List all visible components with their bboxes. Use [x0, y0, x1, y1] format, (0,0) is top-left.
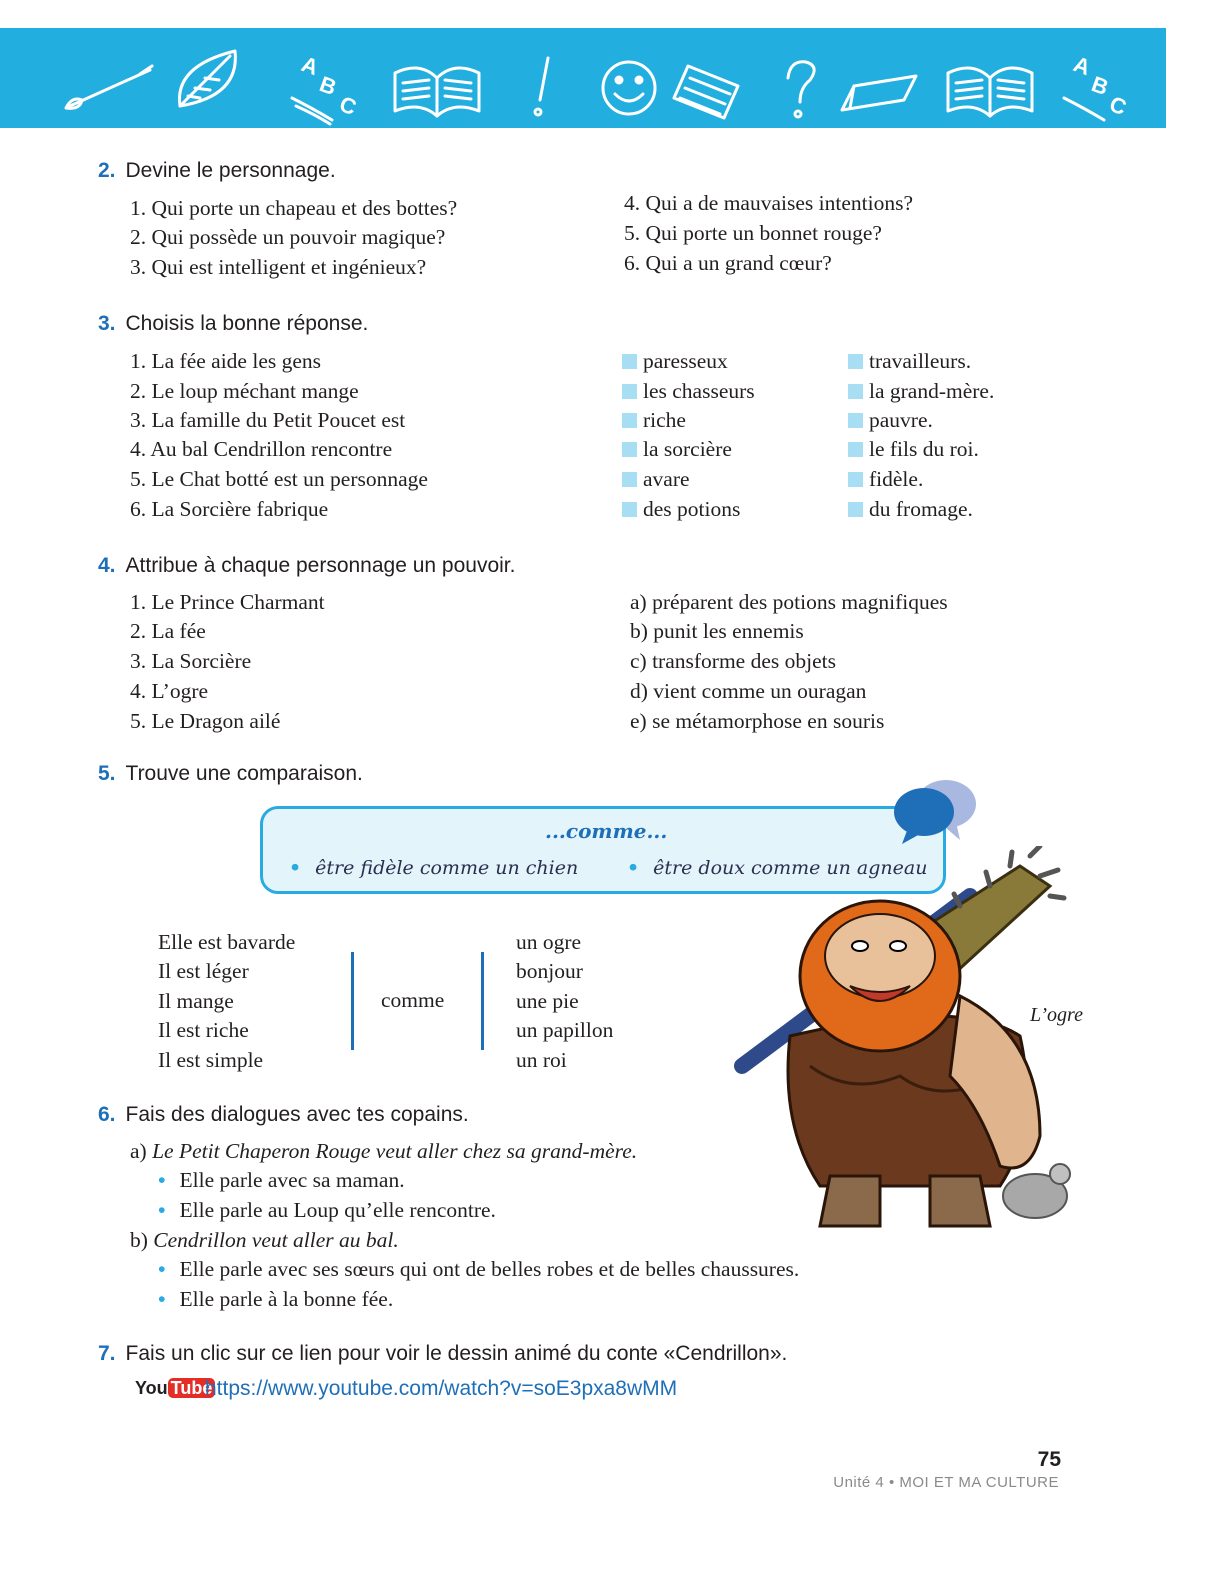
top-banner: [0, 28, 1166, 128]
speech-bubble-icon: [890, 776, 980, 846]
question-text: 2. Le loup méchant mange: [130, 379, 359, 403]
list-item: b) punit les ennemis: [630, 619, 804, 643]
option-b[interactable]: fidèle.: [848, 466, 923, 492]
notebook-icon: [674, 66, 738, 118]
question-icon: [788, 62, 814, 117]
comparison-subject: Il est léger: [158, 959, 249, 983]
illustration-caption: L’ogre: [1030, 1004, 1083, 1026]
list-item: 1. Qui porte un chapeau et des bottes?: [130, 196, 458, 220]
list-item: e) se métamorphose en souris: [630, 709, 885, 733]
ogre-illustration: [730, 846, 1090, 1246]
question-text: 5. Le Chat botté est un personnage: [130, 467, 428, 491]
footer-unit: Unité 4 • MOI ET MA CULTURE: [833, 1474, 1059, 1491]
list-item: • Elle parle au Loup qu’elle rencontre.: [158, 1198, 496, 1222]
comparison-subject: Il mange: [158, 989, 234, 1013]
comparison-word: comme: [381, 988, 445, 1012]
option-a[interactable]: paresseux: [622, 348, 728, 374]
list-item: c) transforme des objets: [630, 649, 836, 673]
checkbox[interactable]: [622, 502, 637, 517]
svg-text:C: C: [336, 91, 360, 121]
section-2-title: 2. Devine le personnage.: [98, 159, 336, 182]
list-item: 3. Qui est intelligent et ingénieux?: [130, 255, 427, 279]
option-b[interactable]: du fromage.: [848, 496, 973, 522]
list-item: 1. Le Prince Charmant: [130, 590, 325, 614]
checkbox[interactable]: [848, 413, 863, 428]
option-a[interactable]: riche: [622, 407, 686, 433]
example-item: • être doux comme un agneau: [627, 857, 928, 879]
option-b[interactable]: la grand-mère.: [848, 378, 994, 404]
comparison-object: une pie: [516, 989, 579, 1013]
comparison-object: un roi: [516, 1048, 567, 1072]
divider: [351, 952, 354, 1050]
comparison-object: un ogre: [516, 930, 582, 954]
option-b[interactable]: travailleurs.: [848, 348, 971, 374]
youtube-link[interactable]: https://www.youtube.com/watch?v=soE3pxa8wMM: [205, 1377, 678, 1400]
list-item: • Elle parle avec sa maman.: [158, 1168, 405, 1192]
question-text: 1. La fée aide les gens: [130, 349, 322, 373]
option-b[interactable]: pauvre.: [848, 407, 933, 433]
abc-icon: [292, 51, 360, 124]
youtube-logo-icon: You Tube: [135, 1378, 201, 1404]
list-item: a) préparent des potions magnifiques: [630, 590, 948, 614]
option-b[interactable]: le fils du roi.: [848, 436, 979, 462]
option-a[interactable]: des potions: [622, 496, 740, 522]
situation-a: a) Le Petit Chaperon Rouge veut aller chez sa grand-mère.: [130, 1139, 638, 1163]
svg-text:B: B: [316, 71, 340, 101]
checkbox[interactable]: [848, 472, 863, 487]
svg-text:B: B: [1088, 71, 1112, 101]
comparison-object: un papillon: [516, 1018, 614, 1042]
list-item: 4. Qui a de mauvaises intentions?: [624, 191, 913, 215]
checkbox[interactable]: [622, 413, 637, 428]
checkbox[interactable]: [622, 384, 637, 399]
box-title: ...comme...: [545, 819, 668, 843]
list-item: 6. Qui a un grand cœur?: [624, 251, 832, 275]
question-text: 3. La famille du Petit Poucet est: [130, 408, 406, 432]
section-6-title: 6. Fais des dialogues avec tes copains.: [98, 1103, 469, 1126]
svg-text:A: A: [298, 51, 322, 81]
option-a[interactable]: avare: [622, 466, 690, 492]
book-icon: [395, 68, 479, 116]
checkbox[interactable]: [848, 502, 863, 517]
book-icon: [948, 68, 1032, 116]
situation-b: b) Cendrillon veut aller au bal.: [130, 1228, 399, 1252]
checkbox[interactable]: [848, 354, 863, 369]
comparison-subject: Il est riche: [158, 1018, 249, 1042]
list-item: 5. Qui porte un bonnet rouge?: [624, 221, 882, 245]
list-item: 3. La Sorcière: [130, 649, 252, 673]
checkbox[interactable]: [848, 384, 863, 399]
section-3-title: 3. Choisis la bonne réponse.: [98, 312, 369, 335]
checkbox[interactable]: [848, 442, 863, 457]
list-item: 2. La fée: [130, 619, 206, 643]
divider: [481, 952, 484, 1050]
exclamation-icon: [535, 58, 548, 115]
list-item: 5. Le Dragon ailé: [130, 709, 281, 733]
page-number: 75: [1037, 1448, 1061, 1471]
list-item: • Elle parle à la bonne fée.: [158, 1287, 394, 1311]
option-a[interactable]: les chasseurs: [622, 378, 755, 404]
list-item: 4. L’ogre: [130, 679, 209, 703]
section-7-title: 7. Fais un clic sur ce lien pour voir le dessin animé du conte «Cendrillon».: [98, 1342, 788, 1365]
example-item: • être fidèle comme un chien: [289, 857, 579, 879]
list-item: 2. Qui possède un pouvoir magique?: [130, 225, 446, 249]
section-5-title: 5. Trouve une comparaison.: [98, 762, 363, 785]
question-text: 6. La Sorcière fabrique: [130, 497, 329, 521]
abc-icon: [1064, 51, 1130, 120]
brush-icon: [66, 66, 152, 108]
comparison-subject: Il est simple: [158, 1048, 264, 1072]
checkbox[interactable]: [622, 354, 637, 369]
list-item: • Elle parle avec ses sœurs qui ont de belles robes et de belles chaussures.: [158, 1257, 800, 1281]
smiley-icon: [603, 62, 655, 114]
checkbox[interactable]: [622, 472, 637, 487]
leaf-icon: [179, 51, 235, 106]
eraser-icon: [842, 76, 916, 110]
checkbox[interactable]: [622, 442, 637, 457]
svg-text:A: A: [1070, 51, 1094, 81]
option-a[interactable]: la sorcière: [622, 436, 732, 462]
comparison-subject: Elle est bavarde: [158, 930, 296, 954]
question-text: 4. Au bal Cendrillon rencontre: [130, 437, 393, 461]
list-item: d) vient comme un ouragan: [630, 679, 867, 703]
section-4-title: 4. Attribue à chaque personnage un pouvoir.: [98, 554, 516, 577]
svg-text:C: C: [1106, 91, 1130, 121]
comparison-object: bonjour: [516, 959, 583, 983]
